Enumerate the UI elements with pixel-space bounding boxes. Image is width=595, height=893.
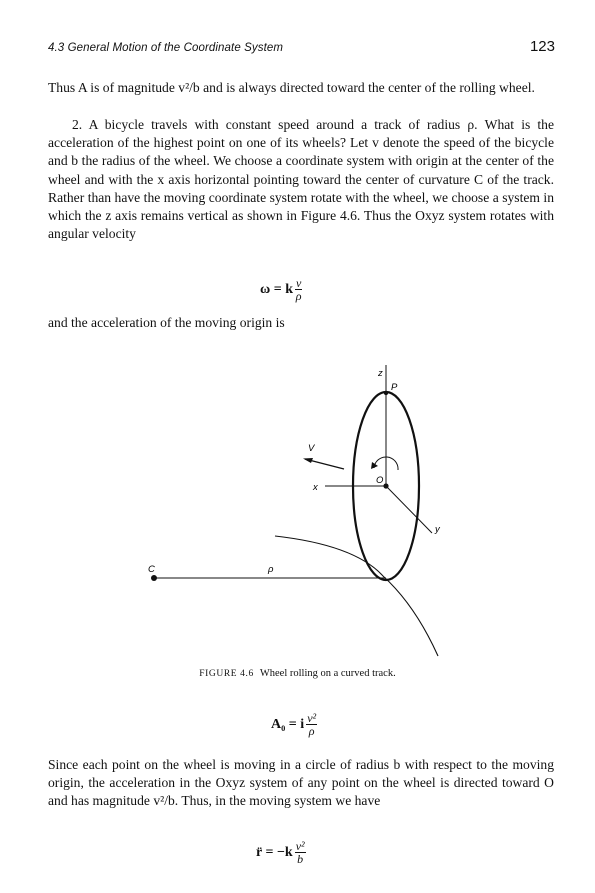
equation-rddot — [256, 840, 306, 866]
equation-a0-denominator: ρ — [308, 724, 315, 738]
paragraph-2: 2. A bicycle travels with constant speed around a track of radius ρ. What is the acceleration of the highest point on one of its wheels? Let v denote the speed of the bicycle and b the radius of the wheel. We choose a coordinate system with origin at the center of the wheel and with the x axis horizontal pointing toward the center of curvature C of the track. Rather than have the moving coordinate system rotate with the wheel, we choose a system in which the z axis remains vertical as shown in Figure 4.6. Thus the Oxyz system rotates with angular velocity — [48, 117, 554, 242]
label-z: z — [378, 368, 383, 379]
label-rho: ρ — [268, 564, 274, 575]
point-p — [384, 391, 388, 395]
paragraph-1: Thus A is of magnitude v²/b and is always directed toward the center of the rolling wheel. — [48, 80, 535, 95]
figure-wheel-on-track — [0, 350, 595, 670]
equation-rddot-lhs: r̈ = −k — [256, 845, 293, 861]
paragraph-3: and the acceleration of the moving origin is — [48, 315, 285, 330]
equation-omega-denominator: ρ — [295, 289, 302, 303]
equation-rddot-numerator: v² — [295, 839, 305, 853]
figure-caption-label: FIGURE 4.6 — [199, 669, 254, 679]
velocity-arrowhead — [303, 458, 313, 463]
figure-caption-text: Wheel rolling on a curved track. — [259, 668, 396, 679]
equation-omega — [260, 277, 302, 303]
label-p: P — [391, 382, 398, 393]
equation-a0-lhs: A₀ = i — [271, 717, 305, 733]
track-curve — [275, 536, 438, 656]
running-header-section: 4.3 General Motion of the Coordinate System — [48, 42, 284, 54]
label-v: V — [308, 443, 315, 454]
equation-omega-numerator: v — [296, 276, 302, 290]
label-o: O — [376, 475, 384, 486]
figure-caption — [0, 668, 595, 679]
paragraph-4: Since each point on the wheel is moving in a circle of radius b with respect to the moving origin, the acceleration in the Oxyz system of any point on the wheel is directed toward O and has magnitude v²/b. Thus, in the moving system we have — [48, 757, 554, 809]
page-number: 123 — [529, 38, 555, 55]
label-c: C — [148, 564, 155, 575]
label-y: y — [435, 524, 440, 535]
y-axis-line — [386, 486, 432, 533]
equation-a0-numerator: v² — [307, 711, 317, 725]
point-c — [151, 575, 157, 581]
equation-omega-lhs: ω = k — [260, 282, 293, 298]
equation-rddot-denominator: b — [297, 852, 304, 866]
equation-a0 — [271, 712, 317, 738]
label-x: x — [313, 482, 318, 493]
